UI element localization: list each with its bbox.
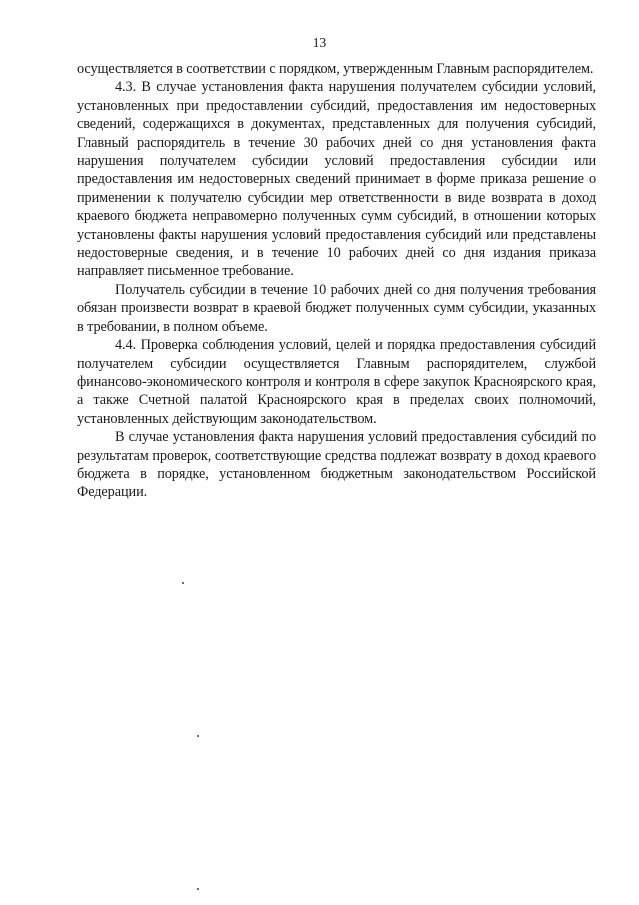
scan-speck — [197, 888, 199, 890]
paragraph-continuation: осуществляется в соответствии с порядком, утвержденным Главным распорядителем. — [77, 61, 594, 77]
paragraph-4-3: 4.3. В случае установления факта нарушения получателем субсидии условий, установленных при предоставлении субсидий, предоставления им недостоверных сведений, содержащихся в документах, представленных для получения субсидий, Главный распорядитель в течение 30 рабочих дней со дня установления факта нарушения получателем субсидии условий предоставления субсидии или предоставления им недостоверных сведений принимает в форме приказа решение о применении к получателю субсидии мер ответственности в виде возврата в доход краевого бюджета неправомерно полученных сумм субсидий, в отношении которых установлены факты нарушения условий предоставления субсидий или представлены недостоверные сведения, и в течение 10 рабочих дней со дня издания приказа направляет письменное требование. — [77, 79, 596, 280]
paragraph-inspection-results: В случае установления факта нарушения условий предоставления субсидий по результатам проверок, соответствующие средства подлежат возврату в доход краевого бюджета в порядке, установленном бюджетным законодательством Российской Федерации. — [77, 429, 596, 501]
document-body — [77, 60, 596, 502]
scan-speck — [182, 582, 184, 584]
scan-speck — [197, 735, 199, 737]
paragraph-refund-obligation: Получатель субсидии в течение 10 рабочих дней со дня получения требования обязан произвести возврат в краевой бюджет полученных сумм субсидии, указанных в требовании, в полном объеме. — [77, 281, 596, 335]
page-number: 13 — [312, 35, 327, 50]
paragraph-4-4: 4.4. Проверка соблюдения условий, целей и порядка предоставления субсидий получателем субсидии осуществляется Главным распорядителем, службой финансово-экономического контроля и контроля в сфере закупок Красноярского края, а также Счетной палатой Красноярского края в пределах своих полномочий, установленных действующим законодательством. — [77, 337, 596, 427]
